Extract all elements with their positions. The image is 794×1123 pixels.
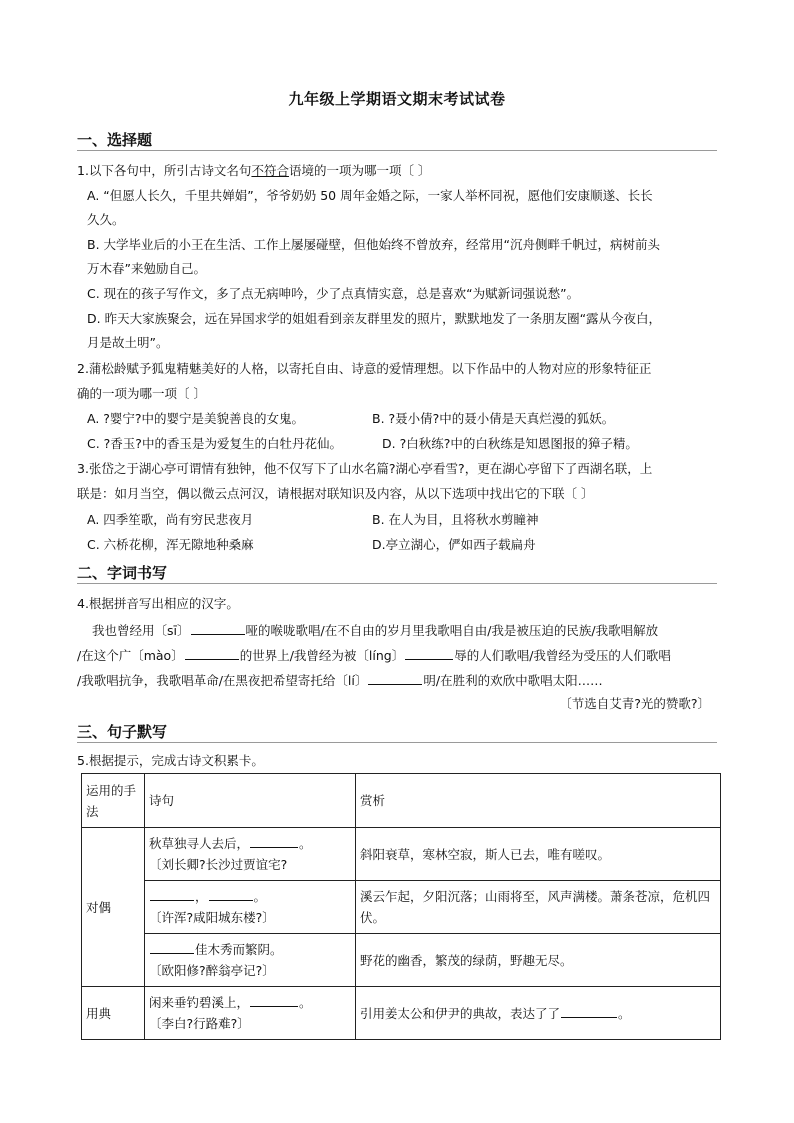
q4-text: /我歌唱抗争，我歌唱革命/在黑夜把希望寄托给〔lí〕 [77, 673, 368, 688]
q1-stem-underline: 不符合 [251, 163, 289, 178]
appreciation-cell: 斜阳衰草，寒林空寂，斯人已去，唯有嗟叹。 [356, 828, 721, 881]
poem-text: ， [195, 889, 208, 904]
q1-stem-before: 1.以下各句中，所引古诗文名句 [77, 163, 252, 178]
section-divider [77, 150, 717, 151]
q1-option-d-cont: 月是故土明”。 [87, 335, 169, 350]
poem-source: 〔许浑?咸阳城东楼?〕 [149, 910, 275, 925]
q4-text: 辱的人们歌唱/我曾经为受压的人们歌唱 [454, 648, 671, 663]
q2-option-d: D. ?白秋练?中的白秋练是知恩图报的獐子精。 [382, 436, 638, 451]
q2-option-c: C. ?香玉?中的香玉是为爱复生的白牡丹花仙。 [87, 436, 342, 451]
poem-text: 。 [299, 995, 312, 1010]
appreciation-text: 。 [618, 1005, 631, 1021]
table-row [82, 881, 721, 934]
q1-option-b: B. 大学毕业后的小王在生活、工作上屡屡碰壁，但他始终不曾放弃，经常用“沉舟侧畔千帆过，病树前头 [87, 237, 661, 252]
q1-stem-after: 语境的一项为哪一项〔 〕 [288, 163, 431, 178]
q4-text: 我也曾经用〔sī〕 [92, 623, 190, 638]
section-heading-recitation: 三、句子默写 [77, 723, 168, 741]
table-row [82, 987, 721, 1040]
answer-blank[interactable] [250, 833, 298, 848]
q4-text: 的世界上/我曾经为被〔líng〕 [239, 648, 405, 663]
question-5-stem: 5.根据提示，完成古诗文积累卡。 [77, 753, 264, 768]
q3-option-c: C. 六桥花柳，浑无隙地种桑麻 [87, 537, 254, 552]
question-2-stem-cont: 确的一项为哪一项〔 〕 [77, 386, 206, 401]
answer-blank[interactable] [561, 1003, 617, 1018]
page-title: 九年级上学期语文期末考试试卷 [288, 90, 506, 108]
q3-option-b: B. 在人为目，且将秋水剪瞳神 [372, 512, 539, 527]
answer-blank[interactable] [368, 670, 422, 685]
section-heading-choice: 一、选择题 [77, 131, 153, 149]
answer-blank[interactable] [405, 645, 453, 660]
table-row [82, 828, 721, 881]
method-cell-duiou: 对偶 [82, 828, 145, 987]
q4-passage-line-2 [77, 645, 671, 666]
header-appreciation: 赏析 [356, 774, 721, 828]
answer-blank[interactable] [150, 886, 194, 901]
q4-source: 〔节选自艾青?光的赞歌?〕 [559, 696, 710, 711]
poem-cell [145, 828, 356, 881]
poem-text: 。 [253, 889, 267, 904]
q4-text: 哑的喉咙歌唱/在不自由的岁月里我歌唱自由/我是被压迫的民族/我歌唱解放 [245, 623, 659, 638]
header-poem: 诗句 [145, 774, 356, 828]
answer-blank[interactable] [150, 939, 194, 954]
question-1-stem [77, 161, 430, 181]
q4-text: /在这个广〔mào〕 [77, 648, 184, 663]
appreciation-cell: 溪云乍起，夕阳沉落；山雨将至，风声满楼。萧条苍凉，危机四伏。 [356, 881, 721, 934]
q1-option-a-cont: 久久。 [87, 212, 125, 227]
table-header-row [82, 774, 721, 828]
q2-option-b: B. ?聂小倩?中的聂小倩是天真烂漫的狐妖。 [372, 411, 615, 426]
answer-blank[interactable] [209, 886, 253, 901]
poem-cell [145, 987, 356, 1040]
appreciation-text: 引用姜太公和伊尹的典故，表达了了 [360, 1005, 561, 1021]
section-divider [77, 742, 717, 743]
poem-text: 佳木秀而繁阴。 [195, 942, 283, 957]
q4-text: 明/在胜利的欢欣中歌唱太阳…… [423, 673, 603, 688]
poem-source: 〔李白?行路难?〕 [149, 1016, 250, 1031]
q4-passage-line-1 [92, 620, 658, 641]
section-heading-writing: 二、字词书写 [77, 564, 168, 582]
method-cell-yongdian: 用典 [82, 987, 145, 1040]
appreciation-cell [356, 987, 721, 1040]
poem-source: 〔刘长卿?长沙过贾谊宅? [149, 857, 288, 872]
q4-passage-line-3 [77, 670, 603, 691]
poem-text: 闲来垂钓碧溪上， [149, 995, 250, 1010]
question-3-stem-cont: 联是：如月当空，偶以微云点河汉，请根据对联知识及内容，从以下选项中找出它的下联〔 〕 [77, 486, 594, 501]
header-method: 运用的手法 [82, 774, 145, 828]
appreciation-cell: 野花的幽香，繁茂的绿荫，野趣无尽。 [356, 934, 721, 987]
q1-option-a: A. “但愿人长久，千里共婵娟”，爷爷奶奶 50 周年金婚之际，一家人举杯同祝，愿他们安康顺遂、长长 [87, 188, 653, 203]
question-4-stem: 4.根据拼音写出相应的汉字。 [77, 596, 239, 611]
table-row [82, 934, 721, 987]
q3-option-d: D.亭立湖心，俨如西子载扁舟 [372, 537, 536, 552]
section-divider [77, 583, 717, 584]
poem-source: 〔欧阳修?醉翁亭记?〕 [149, 963, 275, 978]
q2-option-a: A. ?婴宁?中的婴宁是美貌善良的女鬼。 [87, 411, 305, 426]
poem-cell [145, 934, 356, 987]
poem-cell [145, 881, 356, 934]
question-3-stem: 3.张岱之于湖心亭可谓情有独钟，他不仅写下了山水名篇?湖心亭看雪?，更在湖心亭留下了西湖名联，上 [77, 461, 653, 476]
poetry-accumulation-table [81, 773, 721, 1040]
question-2-stem: 2.蒲松龄赋予狐鬼精魅美好的人格，以寄托自由、诗意的爱情理想。以下作品中的人物对应的形象特征正 [77, 361, 652, 376]
q1-option-c: C. 现在的孩子写作文，多了点无病呻吟，少了点真情实意，总是喜欢“为赋新词强说愁”。 [87, 286, 580, 301]
q1-option-b-cont: 万木春”来勉励自己。 [87, 261, 206, 276]
q1-option-d: D. 昨天大家族聚会，远在异国求学的姐姐看到亲友群里发的照片，默默地发了一条朋友圈“露从今夜白， [87, 311, 662, 326]
poem-text: 。 [299, 836, 312, 851]
answer-blank[interactable] [250, 992, 298, 1007]
answer-blank[interactable] [185, 645, 239, 660]
q3-option-a: A. 四季笙歌，尚有穷民悲夜月 [87, 512, 254, 527]
answer-blank[interactable] [191, 620, 245, 635]
poem-text: 秋草独寻人去后， [149, 836, 250, 851]
